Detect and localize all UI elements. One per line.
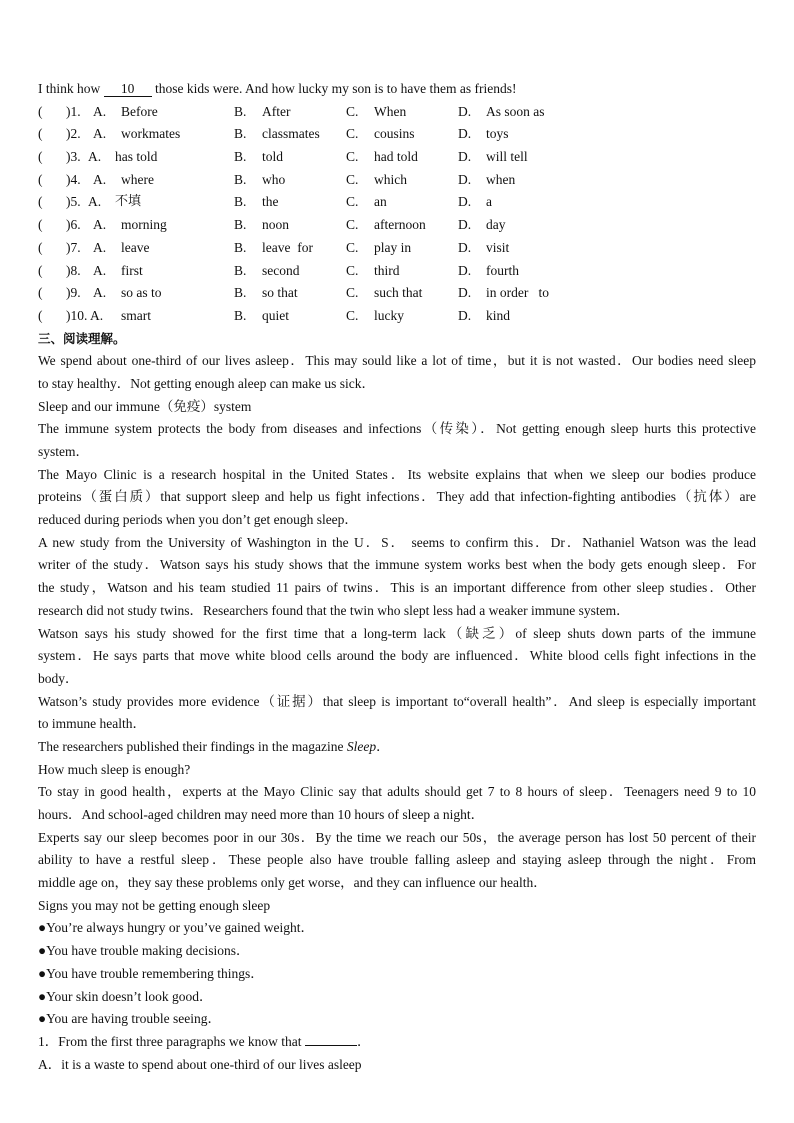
intro-text-after: those kids were. And how lucky my son is to have them as friends! [151,81,517,96]
cloze-option-row [38,282,756,305]
option-d-text: when [486,171,516,187]
option-d-label: D. [458,285,472,301]
option-b-label: B. [234,149,247,165]
option-a-label: A. [93,126,107,142]
blank-10: 10 [104,81,152,97]
option-a-text: workmates [121,126,181,142]
option-a-label: A. [88,194,102,210]
question-stem-end: ． [356,1033,371,1049]
option-d-text: a [486,194,492,210]
paragraph-line: reduced during periods when you don’t get enough sleep． [38,512,358,528]
cloze-option-row [38,214,756,237]
subheading: How much sleep is enough? [38,761,191,777]
option-a-label: A. [93,217,107,233]
option-b-label: B. [234,217,247,233]
option-c-text: an [374,194,387,210]
option-a-text: Before [121,103,158,119]
option-d-label: D. [458,239,472,255]
option-a-text: has told [115,149,158,165]
question-number: )1. [66,103,81,119]
question-number: )7. [66,239,81,255]
option-d-label: D. [458,149,472,165]
option-c-label: C. [346,285,359,301]
answer-paren: ( [38,307,43,323]
option-c-text: which [374,171,407,187]
question-1-option-a: A．it is a waste to spend about one-third of our lives asleep [38,1056,362,1072]
option-b-text: the [262,194,279,210]
option-b-text: told [262,149,284,165]
document-page [38,78,756,1076]
option-b-label: B. [234,307,247,323]
p7-text: The researchers published their findings in the magazine [38,738,347,754]
option-b-label: B. [234,239,247,255]
option-b-label: B. [234,262,247,278]
question-number: )4. [66,171,81,187]
question-1-stem [38,1031,756,1054]
paragraph-line: research did not study twins．Researchers found that the twin who slept less had a weaker immune system． [38,602,630,618]
option-d-text: As soon as [486,103,545,119]
cloze-option-row [38,305,756,328]
question-number: )9. [66,285,81,301]
option-a-text: 不填 [115,194,142,210]
option-c-label: C. [346,262,359,278]
option-b-label: B. [234,194,247,210]
option-d-text: day [486,217,506,233]
option-c-label: C. [346,149,359,165]
sign-list-item: ●Your skin doesn’t look good． [38,988,213,1004]
option-d-label: D. [458,217,472,233]
option-c-text: lucky [374,307,404,323]
question-number: )8. [66,262,81,278]
sign-list-item: ●You have trouble making decisions． [38,943,250,959]
paragraph-line: system． [38,444,90,459]
paragraph-line: A new study from the University of Washington in the U．S． seems to confirm this．Dr．Nathaniel Watson was the lead [38,534,756,550]
option-b-text: who [262,171,286,187]
paragraph-line: We spend about one-third of our lives asleep．This may sould like a lot of time，but it is not wasted．Our bodies need sleep [38,353,756,369]
paragraph-line: the study，Watson and his team studied 11 pairs of twins．This is an important difference from other sleep studies．Other [38,580,756,596]
p7-end: ． [376,738,390,754]
question-number: )3. [66,149,81,165]
option-c-text: had told [374,149,418,165]
answer-paren: ( [38,171,43,187]
option-a-label: A. [93,285,107,301]
option-b-label: B. [234,285,247,301]
sign-list-item: ●You’re always hungry or you’ve gained weight． [38,920,314,936]
option-a-label: A. [93,262,107,278]
sign-list-item: ●You have trouble remembering things． [38,965,264,981]
paragraph-line: body． [38,670,79,686]
reading-passage [38,350,756,1031]
paragraph-line: Watson says his study showed for the first time that a long-term lack（缺乏）of sleep shuts down parts of the immune [38,625,756,641]
answer-paren: ( [38,262,43,278]
paragraph-line: to immune health． [38,716,146,732]
answer-paren: ( [38,217,43,233]
answer-paren: ( [38,149,43,165]
option-b-text: classmates [262,126,320,142]
option-d-text: visit [486,239,510,255]
paragraph-line: The immune system protects the body from diseases and infections（传染）．Not getting enough sleep hurts this protective [38,421,756,437]
option-c-label: C. [346,103,359,119]
option-c-label: C. [346,194,359,210]
cloze-options [38,101,756,328]
answer-paren: ( [38,285,43,301]
option-c-text: cousins [374,126,415,142]
cloze-intro-line [38,78,756,101]
option-a-text: first [121,262,143,278]
paragraph-line: The Mayo Clinic is a research hospital in the United States．Its website explains that when we sleep our bodies produce [38,466,756,482]
cloze-option-row [38,191,756,214]
answer-blank[interactable] [305,1031,357,1046]
option-a-label: A. [93,239,107,255]
cloze-option-row [38,260,756,283]
option-c-text: third [374,262,400,278]
option-b-label: B. [234,126,247,142]
subheading: Sleep and our immune（免疫）system [38,398,252,414]
paragraph-line: To stay in good health，experts at the Mayo Clinic say that adults should get 7 to 8 hours of sleep．Teenagers need 9 to 10 [38,784,756,800]
option-c-text: play in [374,239,412,255]
magazine-name: Sleep [346,738,377,754]
option-d-label: D. [458,171,472,187]
answer-paren: ( [38,103,43,119]
option-a-label: A. [88,149,102,165]
cloze-option-row [38,123,756,146]
question-number: )10. A. [66,307,104,323]
option-b-text: leave for [262,239,313,255]
paragraph-line: proteins（蛋白质）that support sleep and help us fight infections．They add that infection-fighting antibodies（抗体）are [38,489,756,505]
paragraph-line: to stay healthy．Not getting enough aleep can make us sick． [38,375,376,391]
option-d-text: fourth [486,262,519,278]
option-b-text: After [262,103,291,119]
paragraph-line [38,736,756,759]
option-b-text: quiet [262,307,289,323]
option-a-label: A. [93,171,107,187]
answer-paren: ( [38,239,43,255]
subheading: Signs you may not be getting enough sleep [38,897,271,913]
option-c-label: C. [346,217,359,233]
paragraph-line: hours．And school-aged children may need more than 10 hours of sleep a night． [38,807,485,822]
option-d-text: kind [486,307,511,323]
option-a-text: so as to [121,285,162,301]
option-d-label: D. [458,194,472,210]
option-a-text: where [121,171,154,187]
cloze-option-row [38,237,756,260]
paragraph-line: ability to have a restful sleep．These people also have trouble falling asleep and staying asleep through the night．From [38,852,756,868]
option-c-text: When [374,103,407,119]
option-a-text: morning [121,217,167,233]
answer-paren: ( [38,194,43,210]
option-a-text: smart [121,307,151,323]
sign-list-item: ●You are having trouble seeing． [38,1011,222,1027]
cloze-option-row [38,101,756,124]
answer-paren: ( [38,126,43,142]
option-d-text: will tell [486,149,528,165]
option-c-label: C. [346,239,359,255]
cloze-option-row [38,146,756,169]
option-d-label: D. [458,126,472,142]
paragraph-line: system．He says parts that move white blood cells around the body are influenced．White blood cells fight infections in the [38,648,756,664]
cloze-option-row [38,169,756,192]
option-b-label: B. [234,171,247,187]
paragraph-line: middle age on，they say these problems only get worse，and they can influence our health． [38,875,547,891]
question-number: )5. [66,194,81,210]
option-c-label: C. [346,126,359,142]
option-a-label: A. [93,103,107,119]
option-c-label: C. [346,307,359,323]
question-number: )2. [66,126,81,142]
option-c-label: C. [346,171,359,187]
option-b-text: so that [262,285,298,301]
question-number: )6. [66,217,81,233]
option-d-text: toys [486,126,509,142]
option-d-label: D. [458,307,472,323]
option-d-text: in order to [486,285,549,301]
intro-text-before: I think how [38,81,104,96]
option-c-text: such that [374,285,423,301]
option-b-label: B. [234,103,247,119]
question-stem-text: 1．From the first three paragraphs we know that [38,1033,305,1049]
paragraph-line: Watson’s study provides more evidence（证据）that sleep is important to“overall health”．And sleep is especially important [38,693,756,709]
option-b-text: noon [262,217,289,233]
option-a-text: leave [121,239,150,255]
option-d-label: D. [458,262,472,278]
option-c-text: afternoon [374,217,426,233]
option-b-text: second [262,262,300,278]
option-d-label: D. [458,103,472,119]
section-title: 三、阅读理解。 [38,330,126,346]
paragraph-line: writer of the study．Watson says his study shows that the immune system works best when the body gets enough sleep．For [38,557,756,573]
paragraph-line: Experts say our sleep becomes poor in our 30s．By the time we reach our 50s，the average person has lost 50 percent of their [38,829,756,845]
